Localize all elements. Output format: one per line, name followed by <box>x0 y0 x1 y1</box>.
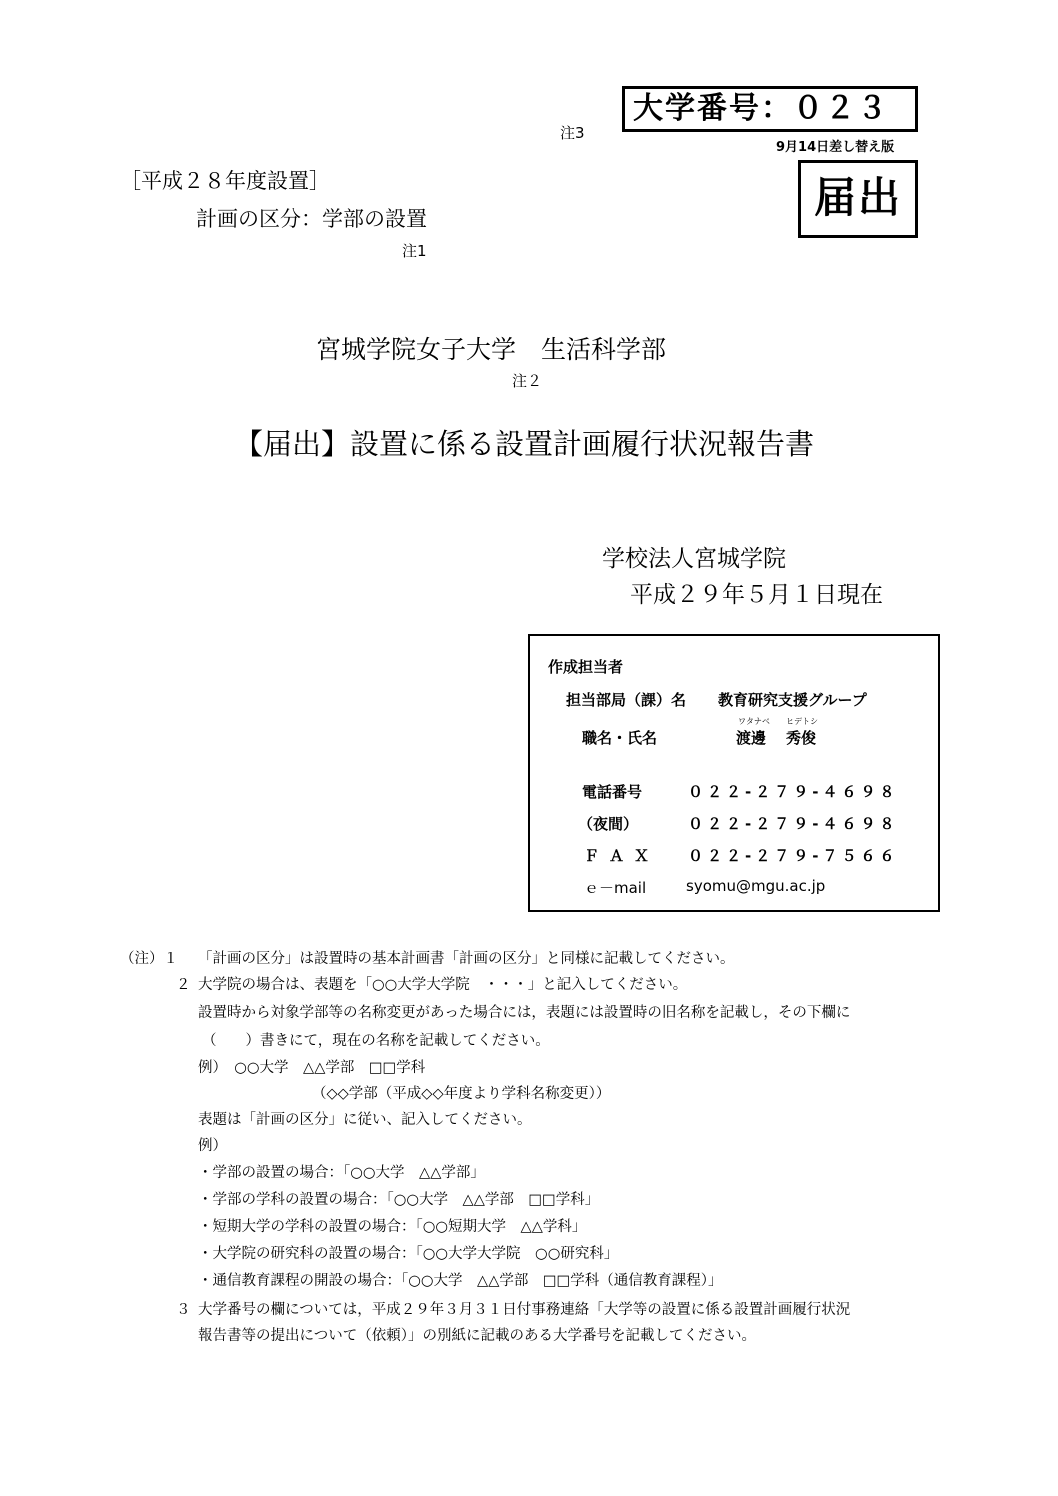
night-phone-label: （夜間） <box>578 815 639 833</box>
note-2-line-6: 表題は「計画の区分」に従い、記入してください。 <box>198 1112 532 1128</box>
todokede-stamp: 届出 <box>798 160 918 238</box>
note-2-example-label: 例） <box>198 1138 227 1154</box>
note3-marker: 注3 <box>560 124 585 142</box>
email-value: syomu@mgu.ac.jp <box>686 877 826 895</box>
night-phone-value: ０２２-２７９-４６９８ <box>688 815 899 833</box>
note-3-line-1: 大学番号の欄については，平成２９年３月３１日付事務連絡「大学等の設置に係る設置計画履行状況 <box>198 1302 851 1318</box>
report-title: 【届出】設置に係る設置計画履行状況報告書 <box>234 427 815 461</box>
list-item: ・大学院の研究科の設置の場合：「○○大学大学院 ○○研究科」 <box>198 1246 619 1262</box>
list-item: ・学部の設置の場合：「○○大学 △△学部」 <box>198 1165 485 1181</box>
note-3-number: ３ <box>176 1302 191 1318</box>
as-of-date: 平成２９年５月１日現在 <box>630 582 883 608</box>
note-2-line-1: 大学院の場合は、表題を「○○大学大学院 ・・・」と記入してください。 <box>198 977 688 993</box>
note-3-line-2: 報告書等の提出について（依頼）」の別紙に記載のある大学番号を記載してください。 <box>198 1328 756 1344</box>
list-item: ・短期大学の学科の設置の場合：「○○短期大学 △△学科」 <box>198 1219 587 1235</box>
note-2-line-3: （ ）書きにて，現在の名称を記載してください。 <box>202 1033 550 1049</box>
note1-marker: 注1 <box>402 242 427 260</box>
notes-prefix: （注）１ <box>120 951 178 967</box>
university-number-box: 大学番号：０２３ <box>622 86 918 132</box>
note-1: 「計画の区分」は設置時の基本計画書「計画の区分」と同様に記載してください。 <box>198 951 735 967</box>
name-label: 職名・氏名 <box>582 729 658 747</box>
note-2-line-2: 設置時から対象学部等の名称変更があった場合には，表題には設置時の旧名称を記載し，その下欄に <box>198 1005 851 1021</box>
contact-heading: 作成担当者 <box>548 658 624 676</box>
list-item: ・学部の学科の設置の場合：「○○大学 △△学部 □□学科」 <box>198 1192 600 1208</box>
name-ruby-given: ヒデトシ <box>786 717 818 726</box>
list-item: ・通信教育課程の開設の場合：「○○大学 △△学部 □□学科（通信教育課程）」 <box>198 1273 723 1289</box>
note-2-example: 例） ○○大学 △△学部 □□学科 <box>198 1060 426 1076</box>
replacement-version-note: 9月14日差し替え版 <box>776 140 895 155</box>
note-2-example-sub: （◇◇学部（平成◇◇年度より学科名称変更）） <box>312 1086 611 1102</box>
email-label: ｅ－mail <box>584 879 647 897</box>
note-2-number: ２ <box>176 977 191 993</box>
plan-category: 計画の区分：学部の設置 <box>196 207 427 231</box>
name-family: 渡邊 <box>736 729 767 747</box>
fax-value: ０２２-２７９-７５６６ <box>688 847 899 865</box>
dept-value: 教育研究支援グループ <box>718 691 867 709</box>
name-ruby-family: ワタナベ <box>738 717 770 726</box>
fax-label: ＦＡＸ <box>584 847 660 865</box>
phone-value: ０２２-２７９-４６９８ <box>688 783 899 801</box>
note2-marker: 注２ <box>512 372 543 390</box>
dept-label: 担当部局（課）名 <box>566 691 687 709</box>
establishment-year: ［平成２８年度設置］ <box>120 169 330 193</box>
phone-label: 電話番号 <box>582 783 643 801</box>
name-given: 秀俊 <box>786 729 817 747</box>
university-faculty-title: 宮城学院女子大学 生活科学部 <box>316 335 667 364</box>
school-corporation: 学校法人宮城学院 <box>602 546 786 572</box>
